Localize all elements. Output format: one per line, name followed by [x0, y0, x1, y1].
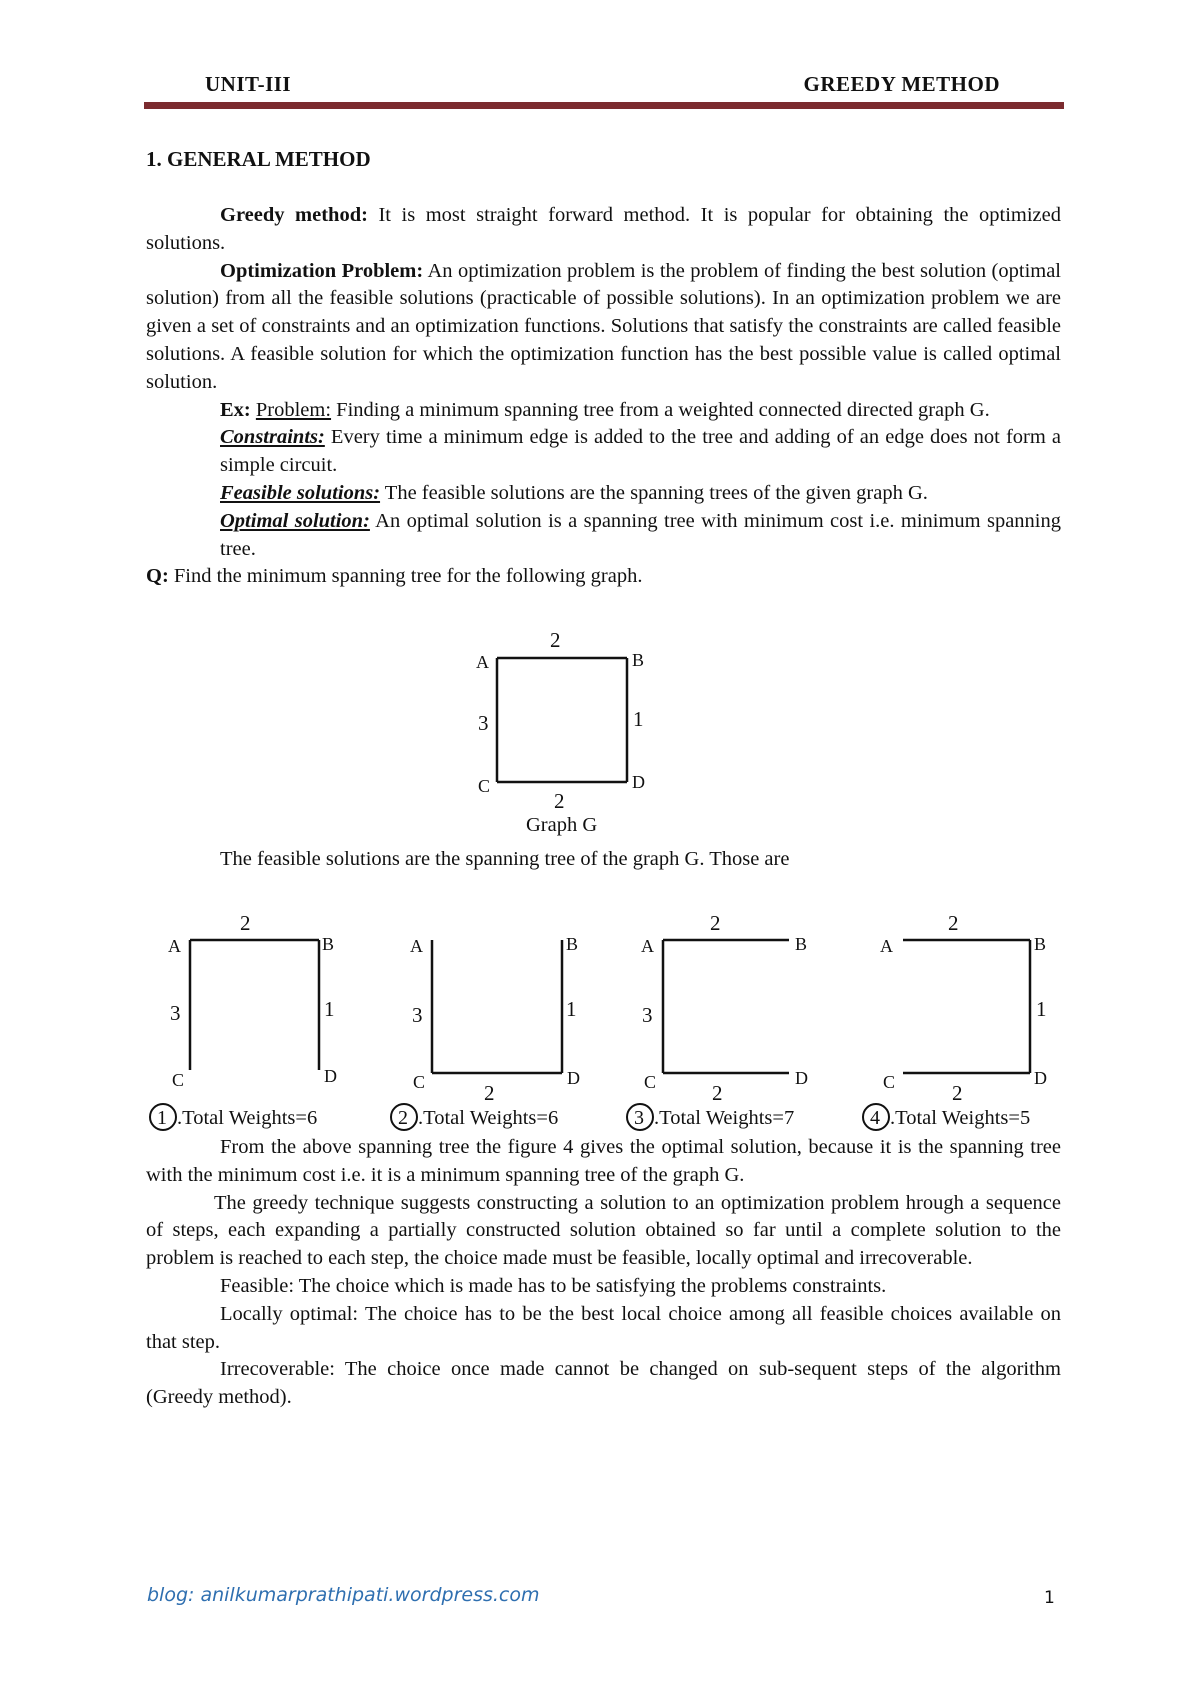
greedy-text: It is most straight forward method. It is popular for obtaining the optimized solutions.	[146, 204, 1062, 254]
tree-1-node-a: A	[168, 936, 181, 956]
tree-3-node-c: C	[644, 1072, 657, 1092]
graph-g-weight-ab: 2	[550, 628, 561, 652]
conclusion-p3: Feasible: The choice which is made has to be satisfying the problems constraints.	[220, 1274, 887, 1297]
conclusion-body	[146, 1134, 1061, 1412]
tree-4-number: 4	[870, 1107, 880, 1129]
example-label: Ex:	[220, 398, 251, 421]
tree-2-node-d: D	[567, 1068, 580, 1088]
optimization-label: Optimization Problem:	[220, 259, 424, 282]
conclusion-p4: Locally optimal: The choice has to be the best local choice among all feasible choices available on that step.	[146, 1302, 1061, 1353]
tree-3-node-b: B	[795, 934, 808, 954]
footer-blog-link[interactable]: blog: anilkumarprathipati.wordpress.com	[147, 1584, 540, 1606]
feasible-intro: The feasible solutions are the spanning tree of the graph G. Those are	[220, 848, 790, 870]
graph-g-node-a: A	[476, 652, 489, 672]
tree-3-number: 3	[634, 1107, 644, 1129]
tree-3-total: .Total Weights=7	[654, 1107, 795, 1129]
tree-1	[168, 911, 337, 1090]
question-label: Q:	[146, 565, 169, 588]
tree-2-weight-bottom: 2	[484, 1081, 495, 1105]
graph-g-weight-bd: 1	[633, 707, 644, 731]
tree-4-node-b: B	[1034, 934, 1047, 954]
tree-2-node-a: A	[410, 936, 423, 956]
tree-1-node-c: C	[172, 1070, 185, 1090]
tree-4-weight-bottom: 2	[952, 1081, 963, 1105]
tree-1-total: .Total Weights=6	[177, 1107, 318, 1129]
tree-1-weight-top: 2	[240, 911, 251, 935]
tree-2-node-c: C	[413, 1072, 426, 1092]
tree-2-node-b: B	[566, 934, 579, 954]
graph-g	[497, 658, 627, 782]
tree-3-weight-left: 3	[642, 1003, 653, 1027]
conclusion-p2: The greedy technique suggests constructing a solution to an optimization problem hrough a sequence of steps, each expanding a partially constructed solution obtained so far until a complete solution to the problem is reached to each step, the choice made must be feasible, locally optimal and irrecoverable.	[146, 1191, 1061, 1270]
conclusion-p1: From the above spanning tree the figure 4 gives the optimal solution, because it is the spanning tree with the minimum cost i.e. it is a minimum spanning tree of the graph G.	[146, 1136, 1061, 1186]
greedy-label: Greedy method:	[220, 204, 368, 226]
feasible-text: The feasible solutions are the spanning trees of the given graph G.	[380, 481, 928, 504]
tree-4-node-a: A	[880, 936, 893, 956]
tree-2-weight-left: 3	[412, 1003, 423, 1027]
tree-4-node-d: D	[1034, 1068, 1047, 1088]
graph-g-node-b: B	[632, 650, 645, 670]
tree-1-weight-right: 1	[324, 997, 335, 1021]
graph-g-weight-ac: 3	[478, 711, 489, 735]
tree-4-node-c: C	[883, 1072, 896, 1092]
conclusion-p5: Irrecoverable: The choice once made cannot be changed on sub-sequent steps of the algorithm (Greedy method).	[146, 1358, 1061, 1409]
example-problem-label: Problem:	[255, 398, 332, 421]
tree-4-weight-right: 1	[1036, 997, 1047, 1021]
tree-2-weight-right: 1	[566, 997, 577, 1021]
header-left: UNIT-III	[205, 72, 292, 96]
graph-g-node-d: D	[632, 772, 645, 792]
tree-3-weight-top: 2	[710, 911, 721, 935]
constraints-text: Every time a minimum edge is added to the tree and adding of an edge does not form a simple circuit.	[220, 426, 1061, 477]
tree-3-node-a: A	[641, 936, 654, 956]
optimal-text: An optimal solution is a spanning tree with minimum cost i.e. minimum spanning tree.	[220, 509, 1062, 560]
footer-page-number: 1	[1044, 1588, 1055, 1608]
constraints-label: Constraints:	[220, 426, 325, 449]
feasible-label: Feasible solutions:	[220, 481, 381, 504]
question-text: Find the minimum spanning tree for the following graph.	[168, 565, 643, 588]
tree-4	[880, 911, 1047, 1105]
section-title: 1. GENERAL METHOD	[146, 147, 371, 171]
optimal-label: Optimal solution:	[220, 509, 370, 532]
graph-g-weight-cd: 2	[554, 789, 565, 813]
header-right: GREEDY METHOD	[803, 72, 1000, 96]
tree-3-weight-bottom: 2	[712, 1081, 723, 1105]
tree-2-total: .Total Weights=6	[418, 1107, 559, 1129]
graph-g-node-c: C	[478, 776, 491, 796]
tree-2	[410, 934, 580, 1105]
tree-1-number: 1	[157, 1107, 167, 1129]
tree-4-total: .Total Weights=5	[890, 1107, 1031, 1129]
example-text: Finding a minimum spanning tree from a weighted connected directed graph G.	[331, 398, 990, 421]
tree-2-number: 2	[398, 1107, 408, 1129]
tree-1-weight-left: 3	[170, 1001, 181, 1025]
optimization-text: An optimization problem is the problem of finding the best solution (optimal solution) from all the feasible solutions (practicable of possible solutions). In an optimization problem we are given a set of constraints and an optimization functions. Solutions that satisfy the constraints are called feasible solutions. A feasible solution for which the optimization function has the best possible value is called optimal solution.	[146, 259, 1061, 393]
tree-1-node-b: B	[322, 934, 335, 954]
tree-1-node-d: D	[324, 1066, 337, 1086]
graph-g-caption: Graph G	[526, 814, 598, 836]
tree-3	[641, 911, 808, 1105]
tree-3-node-d: D	[795, 1068, 808, 1088]
tree-4-weight-top: 2	[948, 911, 959, 935]
